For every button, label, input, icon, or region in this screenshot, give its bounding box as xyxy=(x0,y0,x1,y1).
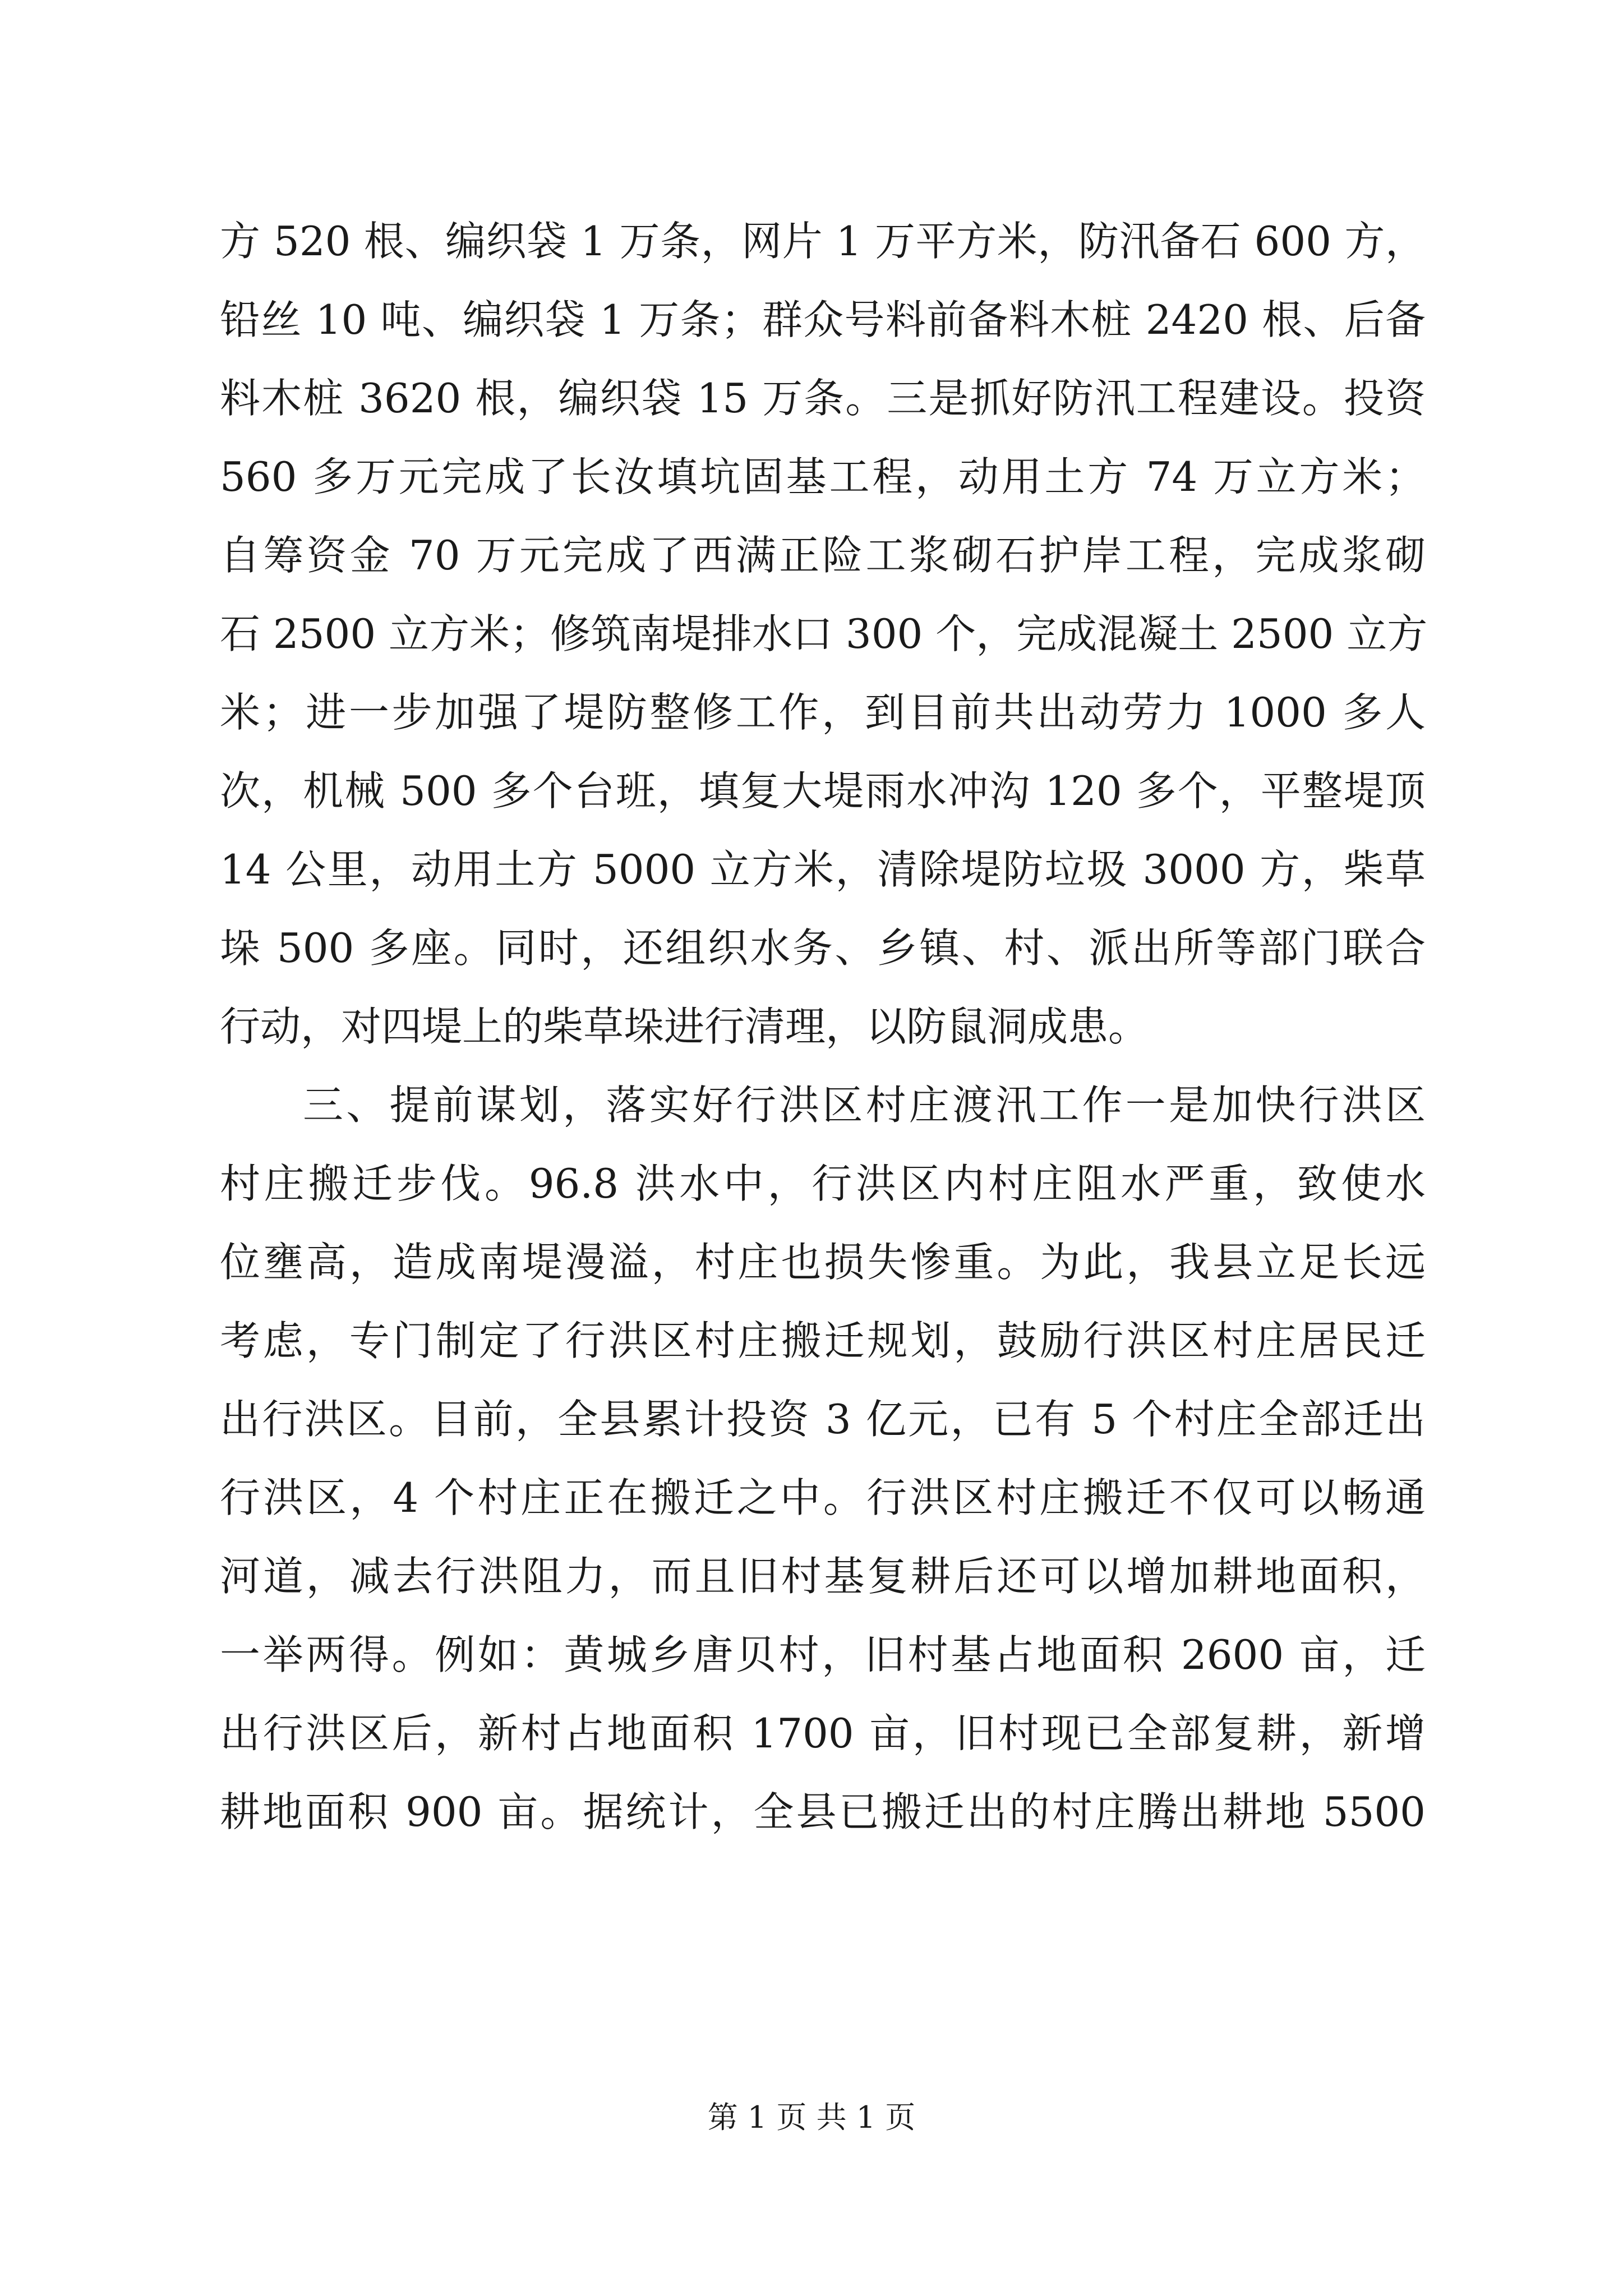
text-line-13: 村庄搬迁步伐。96.8 洪水中，行洪区内村庄阻水严重，致使水 xyxy=(220,1160,1426,1207)
text-line-17: 行洪区，4 个村庄正在搬迁之中。行洪区村庄搬迁不仅可以畅通 xyxy=(220,1474,1426,1521)
text-line-8: 次，机械 500 多个台班，填复大堤雨水冲沟 120 多个，平整堤顶 xyxy=(220,767,1426,815)
text-line-4: 560 多万元完成了长汝填坑固基工程，动用土方 74 万立方米； xyxy=(220,453,1426,500)
text-line-11: 行动，对四堤上的柴草垛进行清理，以防鼠洞成患。 xyxy=(220,1003,1149,1050)
text-line-16: 出行洪区。目前，全县累计投资 3 亿元，已有 5 个村庄全部迁出 xyxy=(220,1396,1426,1443)
text-line-10: 垛 500 多座。同时，还组织水务、乡镇、村、派出所等部门联合 xyxy=(220,924,1426,972)
text-line-7: 米；进一步加强了堤防整修工作，到目前共出动劳力 1000 多人 xyxy=(220,689,1426,736)
text-line-3: 料木桩 3620 根，编织袋 15 万条。三是抓好防汛工程建设。投资 xyxy=(220,375,1426,422)
text-line-9: 14 公里，动用土方 5000 立方米，清除堤防垃圾 3000 方，柴草 xyxy=(220,846,1426,893)
text-line-15: 考虑，专门制定了行洪区村庄搬迁规划，鼓励行洪区村庄居民迁 xyxy=(220,1317,1426,1364)
text-line-2: 铅丝 10 吨、编织袋 1 万条；群众号料前备料木桩 2420 根、后备 xyxy=(220,296,1426,343)
text-line-18: 河道，减去行洪阻力，而且旧村基复耕后还可以增加耕地面积， xyxy=(220,1553,1426,1600)
text-line-14: 位壅高，造成南堤漫溢，村庄也损失惨重。为此，我县立足长远 xyxy=(220,1239,1426,1286)
text-line-5: 自筹资金 70 万元完成了西满正险工浆砌石护岸工程，完成浆砌 xyxy=(220,532,1426,579)
text-line-12: 三、提前谋划，落实好行洪区村庄渡汛工作一是加快行洪区 xyxy=(303,1082,1426,1129)
text-line-1: 方 520 根、编织袋 1 万条，网片 1 万平方米，防汛备石 600 方， xyxy=(220,218,1426,265)
text-line-21: 耕地面积 900 亩。据统计，全县已搬迁出的村庄腾出耕地 5500 xyxy=(220,1788,1426,1835)
text-line-6: 石 2500 立方米；修筑南堤排水口 300 个，完成混凝土 2500 立方 xyxy=(220,610,1428,657)
page-number-footer: 第 1 页 共 1 页 xyxy=(707,2100,916,2135)
text-line-20: 出行洪区后，新村占地面积 1700 亩，旧村现已全部复耕，新增 xyxy=(220,1710,1426,1757)
text-line-19: 一举两得。例如：黄城乡唐贝村，旧村基占地面积 2600 亩，迁 xyxy=(220,1631,1426,1678)
